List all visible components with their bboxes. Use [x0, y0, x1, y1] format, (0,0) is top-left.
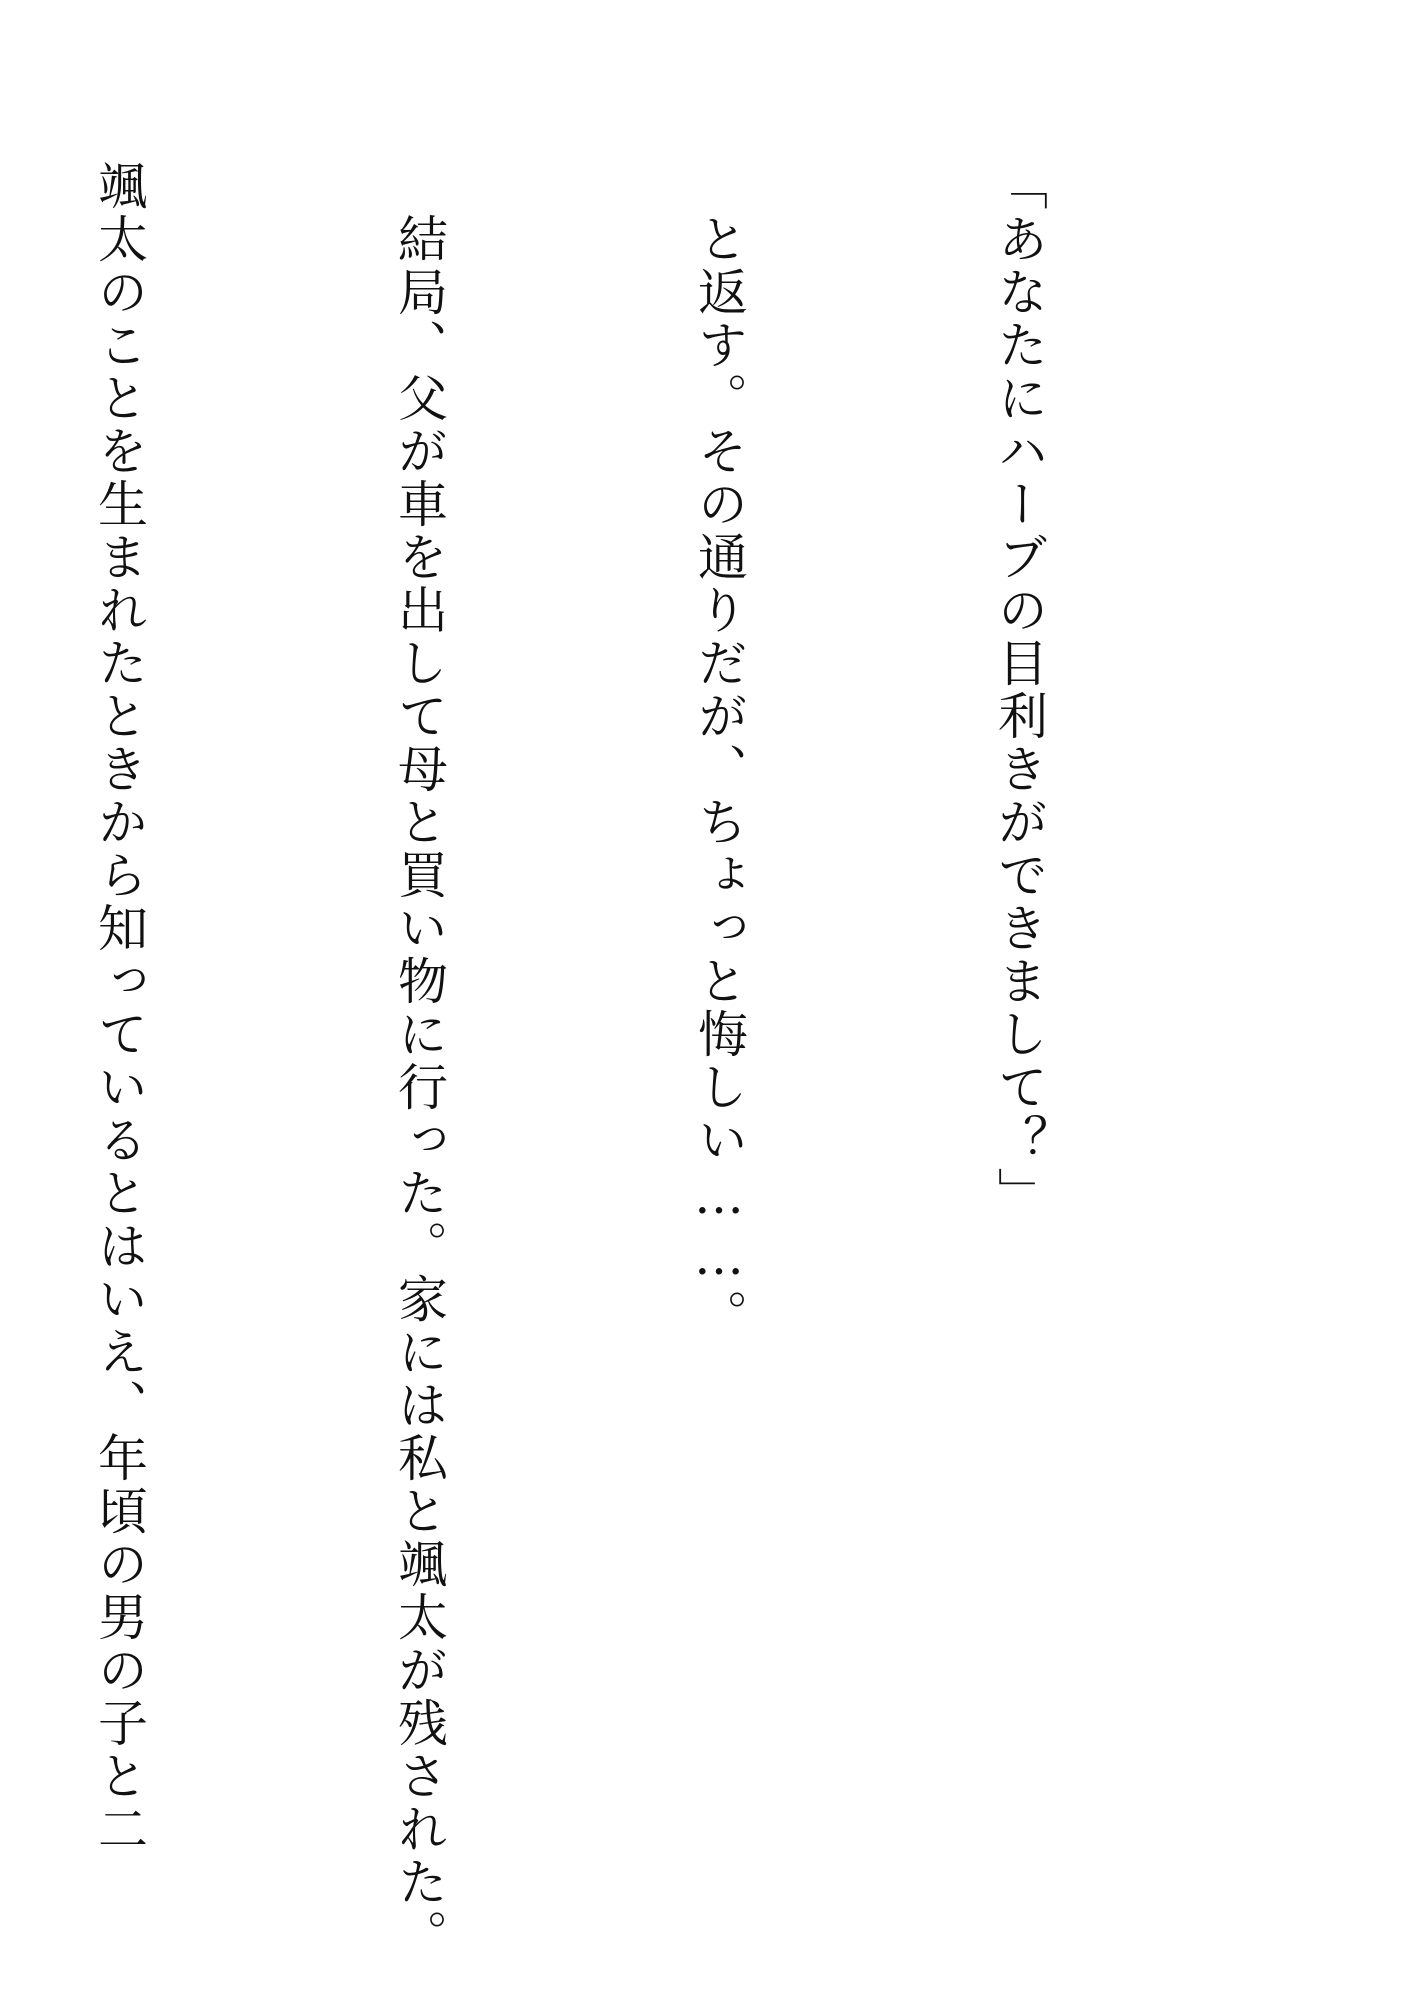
text-line: と返す。その通りだが、ちょっと悔しい……。 — [690, 160, 748, 1342]
text-line: 「あなたにハーブの目利きができまして？」 — [990, 160, 1048, 1220]
text-line: 颯太のことを生まれたときから知っているとはいえ、年頃の男の子と二 — [90, 160, 148, 1856]
text-line: 結局、父が車を出して母と買い物に行った。家には私と颯太が残された。 — [390, 160, 448, 1962]
vertical-text-body — [0, 160, 1269, 1962]
